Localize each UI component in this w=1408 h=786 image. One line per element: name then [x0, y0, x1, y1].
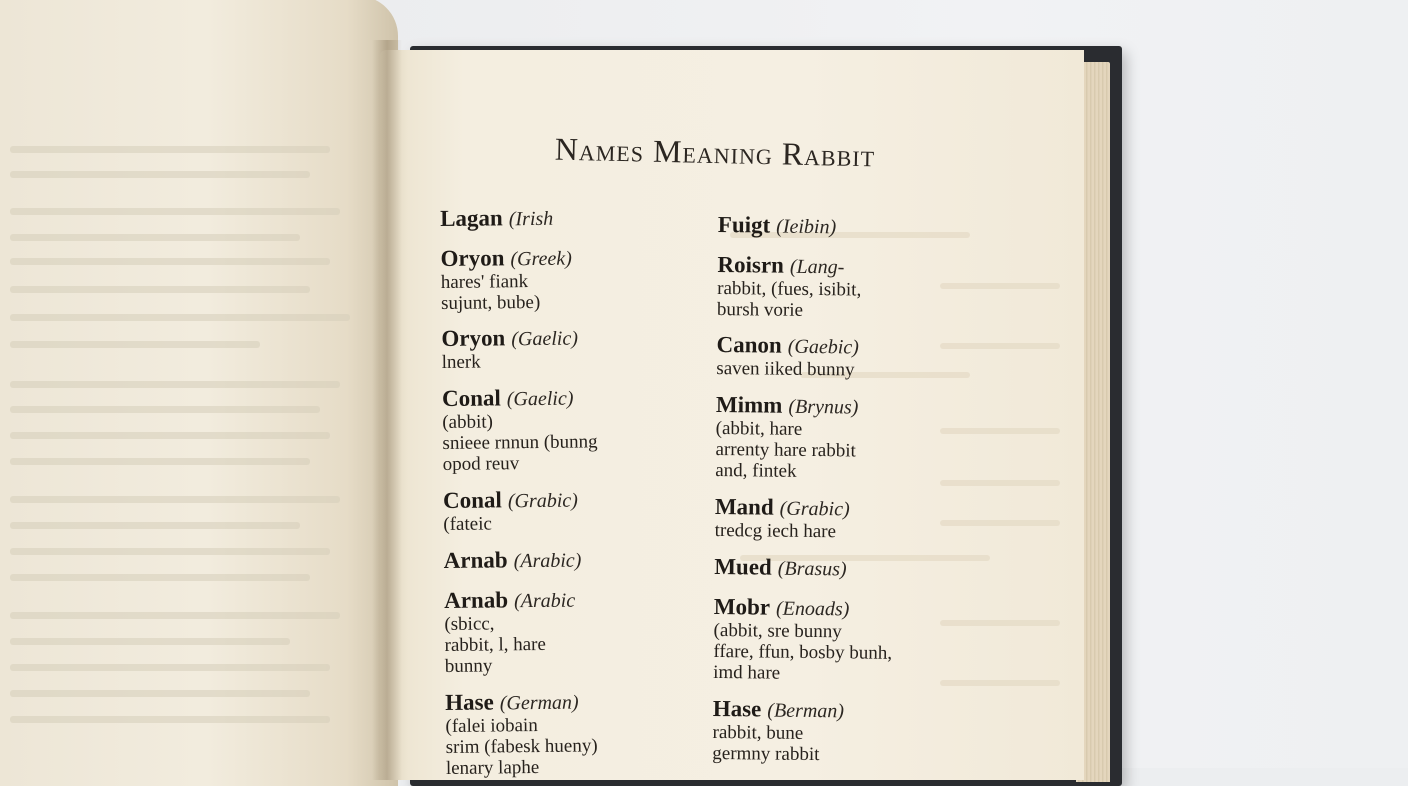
- entry-origin: (Berman): [767, 699, 845, 723]
- entry-name: Arnab: [443, 547, 508, 573]
- entry-meaning-line: (fateic: [443, 513, 492, 535]
- entry-name: Fuigt: [717, 212, 771, 238]
- name-entry: [712, 696, 983, 767]
- name-entry: [715, 392, 986, 484]
- entry-name: Conal: [441, 385, 501, 411]
- entry-meaning-line: and, fintek: [715, 459, 797, 482]
- entry-origin: (Gaelic): [511, 327, 579, 351]
- entry-origin: (Brasus): [777, 557, 847, 581]
- name-entry: [714, 554, 984, 583]
- entry-meaning-line: rabbit, (fues, isibit,: [717, 277, 862, 301]
- entry-name: Arnab: [444, 587, 509, 613]
- name-entry: [440, 243, 711, 314]
- entry-meaning-line: sujunt, bube): [440, 291, 541, 314]
- entry-meaning-line: bunny: [444, 655, 493, 677]
- entry-origin: (Brynus): [788, 395, 859, 419]
- entry-meaning-line: rabbit, l, hare: [444, 633, 547, 656]
- name-entry: [713, 594, 984, 686]
- book-gutter: [372, 40, 402, 780]
- entry-origin: (Greek): [510, 247, 573, 271]
- entry-origin: (German): [499, 691, 579, 715]
- entry-meaning-line: srim (fabesk hueny): [445, 735, 598, 758]
- entry-name: Oryon: [441, 325, 506, 351]
- entry-meaning-line: bursh vorie: [716, 298, 804, 321]
- entry-origin: (Arabic): [513, 549, 582, 573]
- name-entry: [716, 332, 986, 382]
- entry-meaning-line: arrenty hare rabbit: [715, 438, 856, 462]
- page-title: Names Meaning Rabbit: [554, 130, 876, 174]
- entry-origin: (Gaelic): [506, 387, 574, 411]
- entry-origin: (Grabic): [779, 497, 850, 521]
- entry-name: Hase: [712, 695, 762, 722]
- entry-meaning-line: (abbit): [442, 411, 494, 433]
- entry-meaning-line: hares' fiank: [440, 271, 529, 293]
- entry-meaning-line: (abbit, sre bunny: [713, 619, 842, 643]
- entry-meaning-line: tredcg iech hare: [714, 519, 837, 543]
- entry-meaning-line: opod reuv: [442, 453, 520, 475]
- entry-name: Mand: [714, 493, 774, 520]
- entry-origin: (Gaebic): [787, 335, 859, 359]
- entry-meaning-line: snieee rnnun (bunng: [442, 431, 598, 454]
- entry-name: Lagan: [440, 205, 503, 231]
- entry-meaning-line: ffare, ffun, bosby bunh,: [713, 640, 893, 664]
- entry-name: Conal: [442, 487, 503, 513]
- entry-origin: (Arabic: [513, 589, 576, 613]
- entry-name: Mued: [714, 553, 772, 580]
- entry-meaning-line: rabbit, bune: [712, 721, 804, 744]
- name-entry: [445, 687, 716, 779]
- name-entry: [715, 494, 985, 544]
- entry-meaning-line: germny rabbit: [712, 742, 820, 766]
- entry-origin: (Ieibin): [776, 215, 837, 239]
- name-entry: [441, 323, 711, 373]
- entry-name: Mimm: [715, 391, 783, 418]
- name-entry: [443, 485, 713, 535]
- entry-name: Mobr: [713, 593, 771, 620]
- entry-meaning-line: (sbicc,: [444, 613, 495, 635]
- entry-meaning-line: (abbit, hare: [715, 417, 803, 440]
- name-entry: [444, 545, 714, 574]
- entry-origin: (Irish: [508, 207, 554, 231]
- entry-origin: (Enoads): [775, 597, 850, 621]
- name-entry: [717, 252, 988, 323]
- name-entry: [718, 212, 988, 241]
- entry-name: Canon: [716, 331, 782, 358]
- entry-origin: (Lang-: [789, 255, 845, 279]
- entry-name: Hase: [445, 689, 494, 715]
- name-entry: [442, 383, 713, 475]
- entry-origin: (Grabic): [507, 489, 578, 513]
- entry-meaning-line: lnerk: [441, 351, 481, 373]
- name-entry: [440, 203, 710, 232]
- name-entry: [444, 585, 715, 677]
- left-page: [0, 0, 398, 786]
- entry-meaning-line: imd hare: [713, 661, 781, 684]
- entry-meaning-line: (falei iobain: [445, 715, 538, 737]
- entry-meaning-line: lenary laphe: [445, 756, 540, 779]
- entry-name: Roisrn: [717, 251, 785, 278]
- entry-meaning-line: saven iiked bunny: [716, 357, 855, 381]
- entry-name: Oryon: [440, 245, 505, 271]
